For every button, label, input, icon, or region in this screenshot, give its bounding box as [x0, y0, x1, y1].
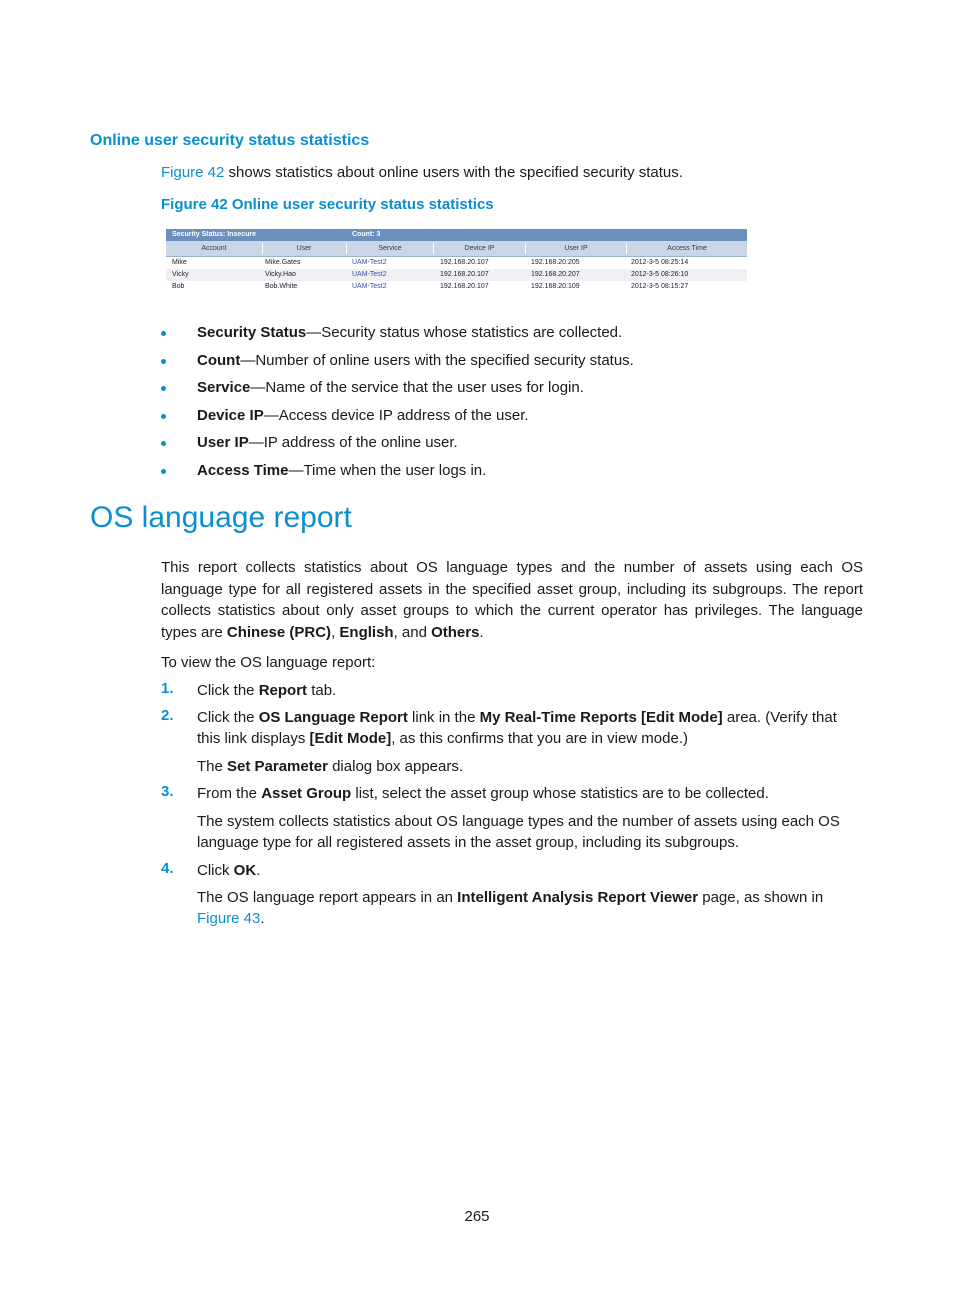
bullet-term: User IP [197, 434, 249, 452]
count-label: Count: 3 [352, 231, 381, 238]
cell-account: Bob [172, 283, 185, 290]
separator: , and [393, 623, 432, 641]
list-item [161, 350, 634, 378]
bullet-desc: —Security status whose statistics are collected. [306, 324, 623, 341]
list-item [161, 432, 634, 460]
cell-account: Mike [172, 259, 187, 266]
bullet-desc: —Access device IP address of the user. [263, 406, 529, 424]
step-4-note [197, 887, 837, 929]
col-user-ip: User IP [564, 245, 588, 252]
col-service: Service [378, 245, 402, 252]
cell-user-ip: 192.168.20.109 [531, 283, 580, 290]
procedure-intro: To view the OS language report: [161, 654, 376, 671]
bullet-desc: —IP address of the online user. [248, 434, 458, 452]
intro-sentence [161, 164, 683, 181]
cell-user-ip: 192.168.20.207 [531, 271, 580, 278]
figure-42-link[interactable]: Figure 42 [161, 164, 225, 181]
cell-account: Vicky [172, 271, 189, 278]
table-row [166, 269, 747, 281]
text: area. (Verify that this link displays [197, 709, 837, 747]
bullet-term: Service [197, 379, 251, 397]
col-account: Account [201, 245, 227, 252]
step-1-text [197, 680, 863, 701]
text: Click the [197, 682, 259, 699]
bullet-term: Count [197, 351, 241, 369]
page-title: OS language report [90, 501, 352, 534]
separator: , [331, 623, 340, 641]
text: The [197, 758, 228, 775]
text: . [256, 862, 261, 879]
list-item [161, 460, 634, 488]
section-heading: Online user security status statistics [90, 132, 370, 149]
text: , as this confirms that you are in view mode.) [391, 730, 688, 747]
cell-user: Vicky.Hao [265, 271, 296, 278]
step-3-text [197, 783, 863, 804]
lang-others: Others [431, 623, 480, 641]
step-number: 4. [161, 860, 174, 877]
bullet-desc: —Name of the service that the user uses for login. [250, 379, 584, 397]
cell-user-ip: 192.168.20.205 [531, 259, 580, 266]
os-language-report-ref: OS Language Report [258, 709, 408, 726]
step-3-note: The system collects statistics about OS language types and the number of assets using each OS language type for all registered assets in the asset group, including its subgroups. [197, 813, 840, 851]
security-status-screenshot [166, 229, 747, 294]
cell-service[interactable]: UAM-Test2 [352, 283, 387, 290]
text: Click [197, 862, 234, 879]
col-user: User [296, 245, 312, 252]
figure-43-link[interactable]: Figure 43 [197, 910, 261, 927]
bullet-term: Device IP [197, 406, 264, 424]
bullet-icon [161, 386, 166, 391]
figure-caption: Figure 42 Online user security status statistics [161, 196, 494, 213]
set-parameter-ref: Set Parameter [227, 758, 328, 775]
step-2-note [197, 756, 863, 777]
list-item [161, 377, 634, 405]
cell-user: Bob.White [265, 283, 298, 290]
bullet-icon [161, 469, 166, 474]
page-number: 265 [464, 1208, 490, 1225]
report-tab-ref: Report [258, 682, 308, 699]
cell-service[interactable]: UAM-Test2 [352, 271, 387, 278]
bullet-icon [161, 441, 166, 446]
text: . [260, 910, 265, 927]
field-description-list [161, 322, 634, 488]
period: . [479, 623, 484, 641]
cell-device-ip: 192.168.20.107 [440, 271, 489, 278]
step-number: 2. [161, 707, 174, 724]
report-viewer-ref: Intelligent Analysis Report Viewer [457, 889, 699, 906]
bullet-icon [161, 331, 166, 336]
lang-chinese: Chinese (PRC) [226, 623, 332, 641]
intro-text: shows statistics about online users with the specified security status. [224, 164, 683, 181]
cell-access-time: 2012-3-5 08:25:14 [631, 259, 689, 266]
bullet-icon [161, 414, 166, 419]
text: page, as shown in [698, 889, 824, 906]
asset-group-ref: Asset Group [261, 785, 352, 802]
col-access-time: Access Time [667, 245, 707, 252]
text: The OS language report appears in an [197, 889, 458, 906]
bullet-icon [161, 359, 166, 364]
my-reports-ref: My Real-Time Reports [Edit Mode] [479, 709, 723, 726]
edit-mode-ref: [Edit Mode] [309, 730, 392, 747]
cell-device-ip: 192.168.20.107 [440, 283, 489, 290]
list-item [161, 405, 634, 433]
step-4-text [197, 860, 863, 881]
bullet-desc: —Number of online users with the specified security status. [240, 351, 634, 369]
text: dialog box appears. [327, 758, 464, 775]
step-2-text [197, 707, 863, 749]
screenshot-header-bar [166, 229, 747, 241]
report-description [161, 557, 863, 643]
lang-english: English [339, 623, 394, 641]
text: tab. [307, 682, 337, 699]
cell-service[interactable]: UAM-Test2 [352, 259, 387, 266]
security-status-label: Security Status: Insecure [172, 231, 257, 238]
list-item [161, 322, 634, 350]
report-text: This report collects statistics about OS language types and the number of assets using each OS language type for all registered assets in the specified asset group, including its subgroups. The report collects statistics about only asset groups to which the current operator has privileges. The language types are [161, 559, 863, 641]
step-number: 3. [161, 783, 174, 800]
bullet-desc: —Time when the user logs in. [288, 461, 487, 479]
cell-device-ip: 192.168.20.107 [440, 259, 489, 266]
table-row [166, 281, 747, 293]
text: Click the [197, 709, 259, 726]
text: From the [197, 785, 262, 802]
cell-user: Mike.Gates [265, 259, 301, 266]
cell-access-time: 2012-3-5 08:26:10 [631, 271, 689, 278]
text: list, select the asset group whose statistics are to be collected. [351, 785, 769, 802]
col-device-ip: Device IP [464, 245, 495, 252]
step-number: 1. [161, 680, 174, 697]
table-row [166, 257, 747, 269]
text: link in the [407, 709, 480, 726]
screenshot-column-headers [166, 241, 747, 257]
bullet-term: Access Time [197, 461, 289, 479]
bullet-term: Security Status [197, 324, 307, 341]
ok-ref: OK [233, 862, 257, 879]
cell-access-time: 2012-3-5 08:15:27 [631, 283, 689, 290]
